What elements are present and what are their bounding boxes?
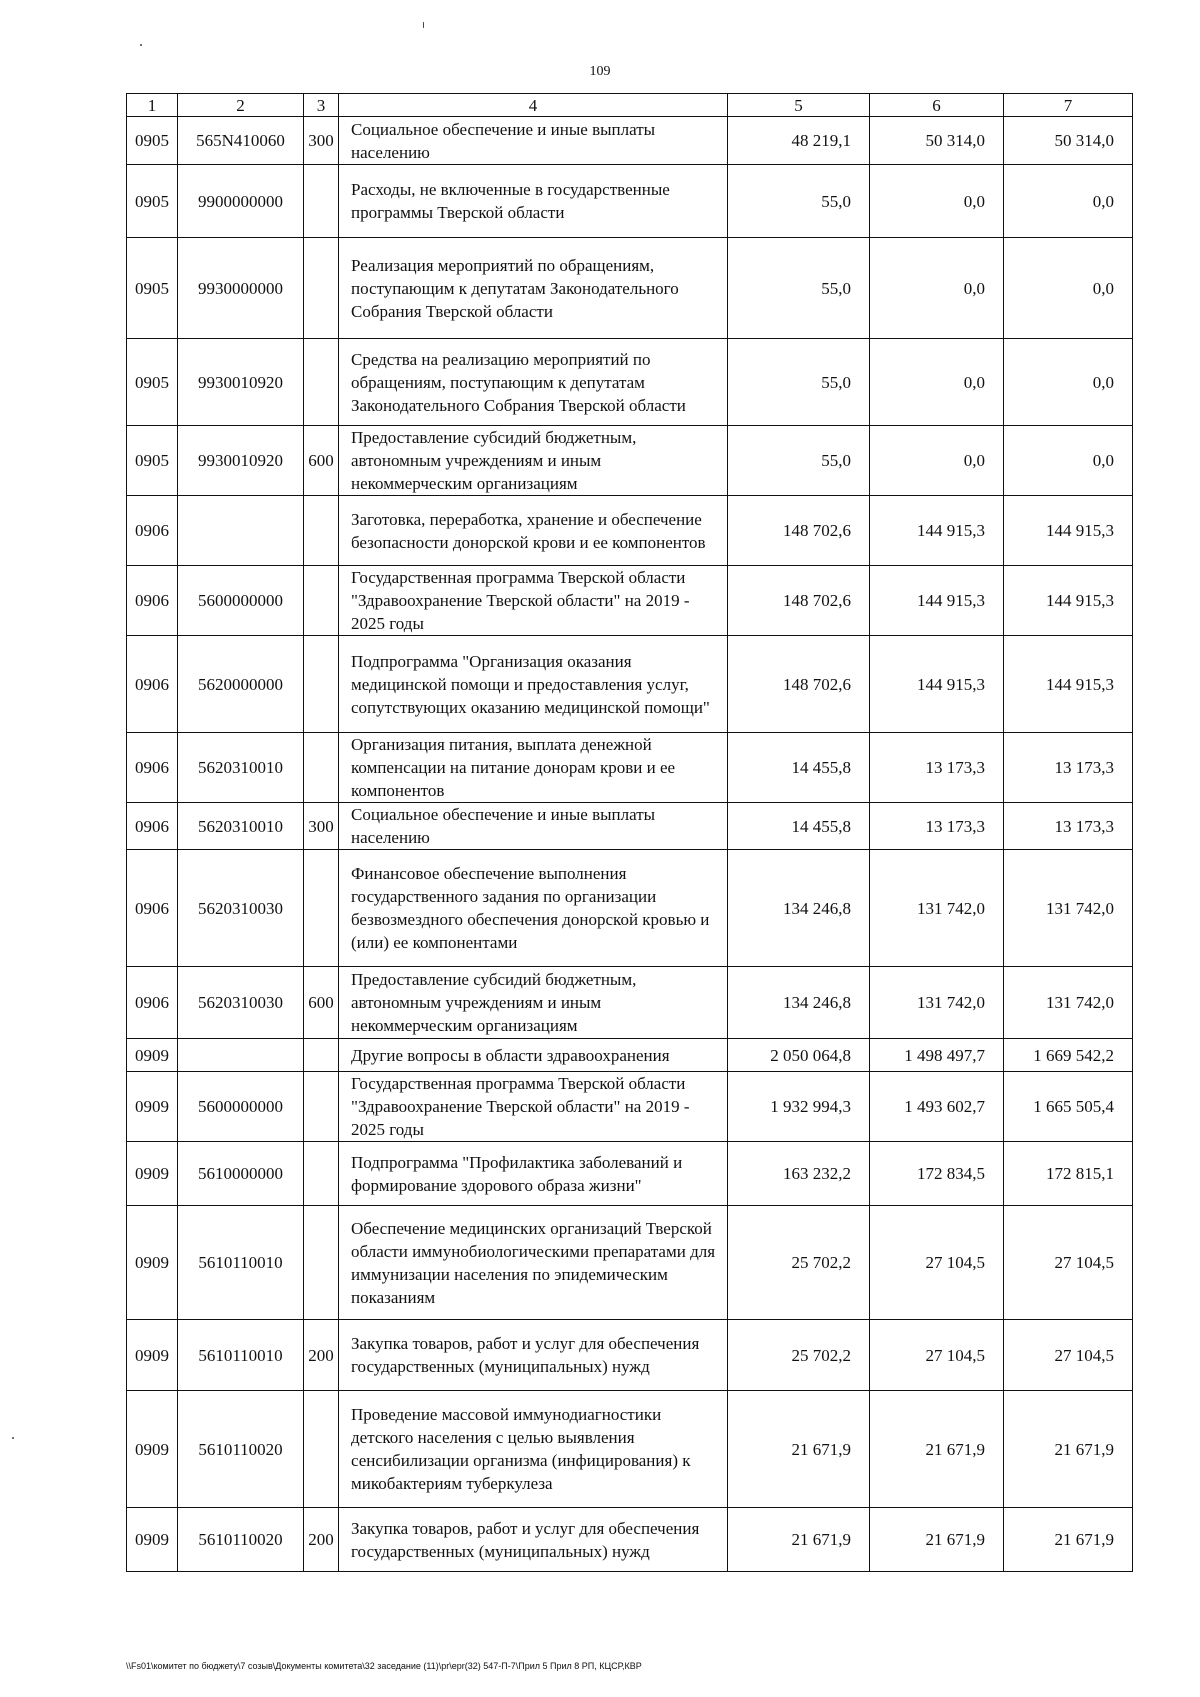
- amount-cell: 0,0: [1004, 426, 1133, 496]
- item-name-cell: Закупка товаров, работ и услуг для обеспечения государственных (муниципальных) нужд: [339, 1508, 728, 1572]
- table-row: [127, 1072, 1133, 1142]
- amount-cell: 0,0: [1004, 165, 1133, 238]
- expense-type-cell: [304, 1206, 339, 1320]
- amount-cell: 21 671,9: [870, 1508, 1004, 1572]
- amount-cell: 21 671,9: [1004, 1391, 1133, 1508]
- target-article-cell: 5610110010: [178, 1206, 304, 1320]
- amount-cell: 144 915,3: [1004, 566, 1133, 636]
- target-article-cell: 5620310030: [178, 850, 304, 967]
- target-article-cell: 5600000000: [178, 566, 304, 636]
- amount-cell: 21 671,9: [870, 1391, 1004, 1508]
- target-article-cell: 5620310030: [178, 967, 304, 1039]
- target-article-cell: 9930000000: [178, 238, 304, 339]
- amount-cell: 48 219,1: [728, 117, 870, 165]
- amount-cell: 163 232,2: [728, 1142, 870, 1206]
- table-row: [127, 1142, 1133, 1206]
- expense-type-cell: [304, 496, 339, 566]
- amount-cell: 13 173,3: [1004, 803, 1133, 850]
- target-article-cell: 9930010920: [178, 339, 304, 426]
- expense-type-cell: [304, 850, 339, 967]
- section-code-cell: 0909: [127, 1072, 178, 1142]
- amount-cell: 55,0: [728, 238, 870, 339]
- expense-type-cell: [304, 1391, 339, 1508]
- amount-cell: 144 915,3: [1004, 496, 1133, 566]
- item-name-cell: Социальное обеспечение и иные выплаты населению: [339, 803, 728, 850]
- table-row: [127, 1320, 1133, 1391]
- section-code-cell: 0909: [127, 1320, 178, 1391]
- column-header: 3: [304, 94, 339, 117]
- expense-type-cell: 300: [304, 803, 339, 850]
- scan-speck: [140, 44, 142, 46]
- item-name-cell: Подпрограмма "Профилактика заболеваний и формирование здорового образа жизни": [339, 1142, 728, 1206]
- amount-cell: 0,0: [870, 339, 1004, 426]
- item-name-cell: Предоставление субсидий бюджетным, автономным учреждениям и иным некоммерческим организациям: [339, 426, 728, 496]
- table-row: [127, 566, 1133, 636]
- target-article-cell: [178, 496, 304, 566]
- amount-cell: 144 915,3: [1004, 636, 1133, 733]
- table-row: [127, 165, 1133, 238]
- column-number-row: [127, 94, 1133, 117]
- expense-type-cell: 200: [304, 1508, 339, 1572]
- expense-type-cell: 200: [304, 1320, 339, 1391]
- item-name-cell: Подпрограмма "Организация оказания медицинской помощи и предоставления услуг, сопутствующих оказанию медицинской помощи": [339, 636, 728, 733]
- section-code-cell: 0906: [127, 636, 178, 733]
- target-article-cell: 5620000000: [178, 636, 304, 733]
- expense-type-cell: [304, 1072, 339, 1142]
- column-header: 7: [1004, 94, 1133, 117]
- amount-cell: 27 104,5: [870, 1206, 1004, 1320]
- section-code-cell: 0906: [127, 803, 178, 850]
- expense-type-cell: [304, 1142, 339, 1206]
- section-code-cell: 0909: [127, 1508, 178, 1572]
- section-code-cell: 0906: [127, 496, 178, 566]
- table-row: [127, 850, 1133, 967]
- amount-cell: 131 742,0: [870, 967, 1004, 1039]
- amount-cell: 1 932 994,3: [728, 1072, 870, 1142]
- section-code-cell: 0906: [127, 733, 178, 803]
- amount-cell: 14 455,8: [728, 803, 870, 850]
- section-code-cell: 0906: [127, 967, 178, 1039]
- section-code-cell: 0905: [127, 238, 178, 339]
- amount-cell: 14 455,8: [728, 733, 870, 803]
- amount-cell: 21 671,9: [1004, 1508, 1133, 1572]
- footer-file-path: \\Fs01\комитет по бюджету\7 созыв\Документы комитета\32 заседание (11)\pr\epr(32) 547-П-7\Прил 5 Прил 8 РП, КЦСР,КВР: [126, 1661, 642, 1671]
- table-body: [127, 117, 1133, 1572]
- column-header: 1: [127, 94, 178, 117]
- amount-cell: 55,0: [728, 426, 870, 496]
- item-name-cell: Другие вопросы в области здравоохранения: [339, 1039, 728, 1072]
- amount-cell: 148 702,6: [728, 496, 870, 566]
- amount-cell: 25 702,2: [728, 1320, 870, 1391]
- amount-cell: 131 742,0: [870, 850, 1004, 967]
- expense-type-cell: [304, 339, 339, 426]
- amount-cell: 172 815,1: [1004, 1142, 1133, 1206]
- target-article-cell: 5610110020: [178, 1391, 304, 1508]
- amount-cell: 13 173,3: [1004, 733, 1133, 803]
- column-header: 6: [870, 94, 1004, 117]
- item-name-cell: Средства на реализацию мероприятий по обращениям, поступающим к депутатам Законодательного Собрания Тверской области: [339, 339, 728, 426]
- section-code-cell: 0906: [127, 566, 178, 636]
- item-name-cell: Государственная программа Тверской области "Здравоохранение Тверской области" на 2019 - 2025 годы: [339, 1072, 728, 1142]
- table-row: [127, 636, 1133, 733]
- amount-cell: 50 314,0: [1004, 117, 1133, 165]
- item-name-cell: Реализация мероприятий по обращениям, поступающим к депутатам Законодательного Собрания Тверской области: [339, 238, 728, 339]
- section-code-cell: 0909: [127, 1391, 178, 1508]
- item-name-cell: Заготовка, переработка, хранение и обеспечение безопасности донорской крови и ее компонентов: [339, 496, 728, 566]
- table-row: [127, 803, 1133, 850]
- target-article-cell: 5620310010: [178, 803, 304, 850]
- amount-cell: 148 702,6: [728, 636, 870, 733]
- amount-cell: 55,0: [728, 165, 870, 238]
- amount-cell: 50 314,0: [870, 117, 1004, 165]
- table-row: [127, 733, 1133, 803]
- amount-cell: 27 104,5: [870, 1320, 1004, 1391]
- expense-type-cell: [304, 566, 339, 636]
- table-row: [127, 1039, 1133, 1072]
- amount-cell: 25 702,2: [728, 1206, 870, 1320]
- expense-type-cell: [304, 733, 339, 803]
- item-name-cell: Обеспечение медицинских организаций Тверской области иммунобиологическими препаратами для иммунизации населения по эпидемическим показаниям: [339, 1206, 728, 1320]
- table-row: [127, 1508, 1133, 1572]
- section-code-cell: 0906: [127, 850, 178, 967]
- section-code-cell: 0909: [127, 1039, 178, 1072]
- section-code-cell: 0905: [127, 165, 178, 238]
- budget-table: [126, 93, 1133, 1572]
- column-header: 4: [339, 94, 728, 117]
- amount-cell: 27 104,5: [1004, 1320, 1133, 1391]
- scan-speck: [12, 1437, 14, 1439]
- amount-cell: 0,0: [870, 426, 1004, 496]
- item-name-cell: Проведение массовой иммунодиагностики детского населения с целью выявления сенсибилизации организма (инфицирования) к микобактериям туберкулеза: [339, 1391, 728, 1508]
- amount-cell: 2 050 064,8: [728, 1039, 870, 1072]
- section-code-cell: 0905: [127, 426, 178, 496]
- amount-cell: 13 173,3: [870, 803, 1004, 850]
- amount-cell: 55,0: [728, 339, 870, 426]
- expense-type-cell: [304, 238, 339, 339]
- amount-cell: 148 702,6: [728, 566, 870, 636]
- expense-type-cell: 300: [304, 117, 339, 165]
- target-article-cell: 5610110010: [178, 1320, 304, 1391]
- section-code-cell: 0909: [127, 1206, 178, 1320]
- target-article-cell: [178, 1039, 304, 1072]
- scan-speck: [423, 22, 424, 28]
- target-article-cell: 5620310010: [178, 733, 304, 803]
- amount-cell: 131 742,0: [1004, 967, 1133, 1039]
- expense-type-cell: [304, 165, 339, 238]
- table-row: [127, 426, 1133, 496]
- amount-cell: 13 173,3: [870, 733, 1004, 803]
- table-row: [127, 1206, 1133, 1320]
- target-article-cell: 565N410060: [178, 117, 304, 165]
- amount-cell: 1 669 542,2: [1004, 1039, 1133, 1072]
- amount-cell: 0,0: [870, 238, 1004, 339]
- item-name-cell: Расходы, не включенные в государственные программы Тверской области: [339, 165, 728, 238]
- amount-cell: 131 742,0: [1004, 850, 1133, 967]
- table-row: [127, 117, 1133, 165]
- item-name-cell: Закупка товаров, работ и услуг для обеспечения государственных (муниципальных) нужд: [339, 1320, 728, 1391]
- amount-cell: 27 104,5: [1004, 1206, 1133, 1320]
- item-name-cell: Предоставление субсидий бюджетным, автономным учреждениям и иным некоммерческим организациям: [339, 967, 728, 1039]
- item-name-cell: Социальное обеспечение и иные выплаты населению: [339, 117, 728, 165]
- amount-cell: 1 498 497,7: [870, 1039, 1004, 1072]
- amount-cell: 172 834,5: [870, 1142, 1004, 1206]
- section-code-cell: 0905: [127, 117, 178, 165]
- amount-cell: 0,0: [1004, 238, 1133, 339]
- target-article-cell: 9930010920: [178, 426, 304, 496]
- table-row: [127, 339, 1133, 426]
- target-article-cell: 5600000000: [178, 1072, 304, 1142]
- amount-cell: 21 671,9: [728, 1391, 870, 1508]
- expense-type-cell: 600: [304, 426, 339, 496]
- section-code-cell: 0905: [127, 339, 178, 426]
- expense-type-cell: [304, 1039, 339, 1072]
- table-row: [127, 496, 1133, 566]
- amount-cell: 144 915,3: [870, 636, 1004, 733]
- target-article-cell: 9900000000: [178, 165, 304, 238]
- amount-cell: 144 915,3: [870, 496, 1004, 566]
- item-name-cell: Организация питания, выплата денежной компенсации на питание донорам крови и ее компонентов: [339, 733, 728, 803]
- table-row: [127, 238, 1133, 339]
- amount-cell: 134 246,8: [728, 850, 870, 967]
- amount-cell: 1 665 505,4: [1004, 1072, 1133, 1142]
- expense-type-cell: [304, 636, 339, 733]
- amount-cell: 0,0: [870, 165, 1004, 238]
- amount-cell: 0,0: [1004, 339, 1133, 426]
- table-row: [127, 1391, 1133, 1508]
- expense-type-cell: 600: [304, 967, 339, 1039]
- section-code-cell: 0909: [127, 1142, 178, 1206]
- target-article-cell: 5610110020: [178, 1508, 304, 1572]
- column-header: 2: [178, 94, 304, 117]
- column-header: 5: [728, 94, 870, 117]
- page-number: 109: [589, 64, 611, 79]
- item-name-cell: Финансовое обеспечение выполнения государственного задания по организации безвозмездного обеспечения донорской кровью и (или) ее компонентами: [339, 850, 728, 967]
- target-article-cell: 5610000000: [178, 1142, 304, 1206]
- amount-cell: 134 246,8: [728, 967, 870, 1039]
- amount-cell: 144 915,3: [870, 566, 1004, 636]
- table-row: [127, 967, 1133, 1039]
- amount-cell: 1 493 602,7: [870, 1072, 1004, 1142]
- item-name-cell: Государственная программа Тверской области "Здравоохранение Тверской области" на 2019 - 2025 годы: [339, 566, 728, 636]
- amount-cell: 21 671,9: [728, 1508, 870, 1572]
